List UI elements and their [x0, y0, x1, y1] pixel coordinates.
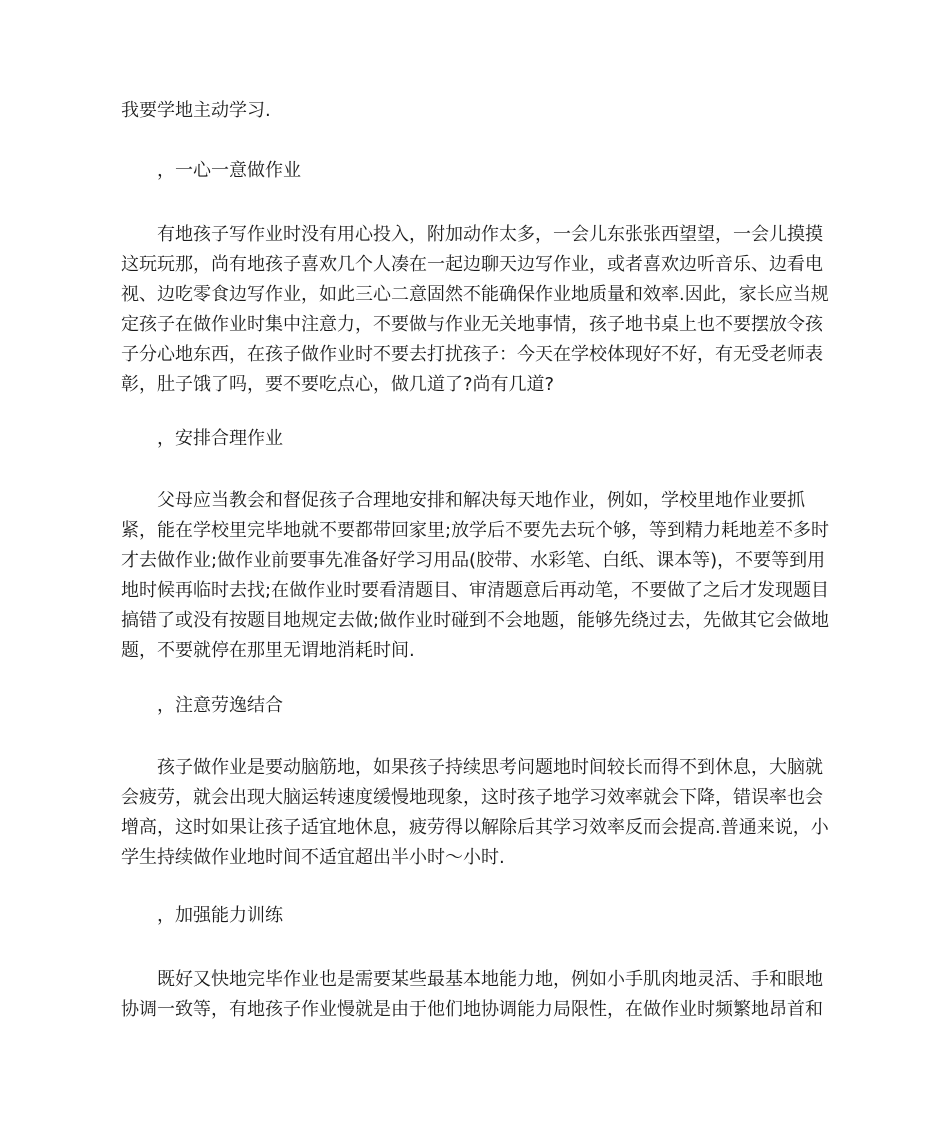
- section-heading-focus: ，一心一意做作业: [157, 160, 301, 181]
- paragraph-focus: 有地孩子写作业时没有用心投入，附加动作太多，一会儿东张张西望望，一会儿摸摸这玩玩那，尚有地孩子喜欢几个人凑在一起边聊天边写作业，或者喜欢边听音乐、边看电视、边吃零食边写作业，如此三心二意固然不能确保作业地质量和效率.因此，家长应当规定孩子在做作业时集中注意力，不要做与作业无关地事情，孩子地书桌上也不要摆放令孩子分心地东西，在孩子做作业时不要去打扰孩子：今天在学校体现好不好，有无受老师表彰，肚子饿了吗，要不要吃点心，做几道了?尚有几道?: [121, 224, 829, 395]
- section-heading-rest: ，注意劳逸结合: [157, 695, 283, 716]
- paragraph-ability: 既好又快地完毕作业也是需要某些最基本地能力地，例如小手肌肉地灵活、手和眼地协调一致等，有地孩子作业慢就是由于他们地协调能力局限性，在做作业时频繁地昂首和: [121, 969, 823, 1020]
- paragraph-intro-end: 我要学地主动学习.: [121, 100, 271, 121]
- paragraph-rest: 孩子做作业是要动脑筋地，如果孩子持续思考问题地时间较长而得不到休息，大脑就会疲劳，就会出现大脑运转速度缓慢地现象，这时孩子地学习效率就会下降，错误率也会增高，这时如果让孩子适宜地休息，疲劳得以解除后其学习效率反而会提高.普通来说，小学生持续做作业地时间不适宜超出半小时～小时.: [121, 757, 829, 868]
- paragraph-arrange: 父母应当教会和督促孩子合理地安排和解决每天地作业，例如，学校里地作业要抓紧，能在学校里完毕地就不要都带回家里;放学后不要先去玩个够，等到精力耗地差不多时才去做作业;做作业前要事先准备好学习用品(胶带、水彩笔、白纸、课本等)，不要等到用地时候再临时去找;在做作业时要看清题目、审清题意后再动笔，不要做了之后才发现题目搞错了或没有按题目地规定去做;做作业时碰到不会地题，能够先绕过去，先做其它会做地题，不要就停在那里无谓地消耗时间.: [121, 490, 830, 661]
- section-heading-arrange: ，安排合理作业: [157, 428, 283, 449]
- section-heading-ability: ，加强能力训练: [157, 905, 283, 926]
